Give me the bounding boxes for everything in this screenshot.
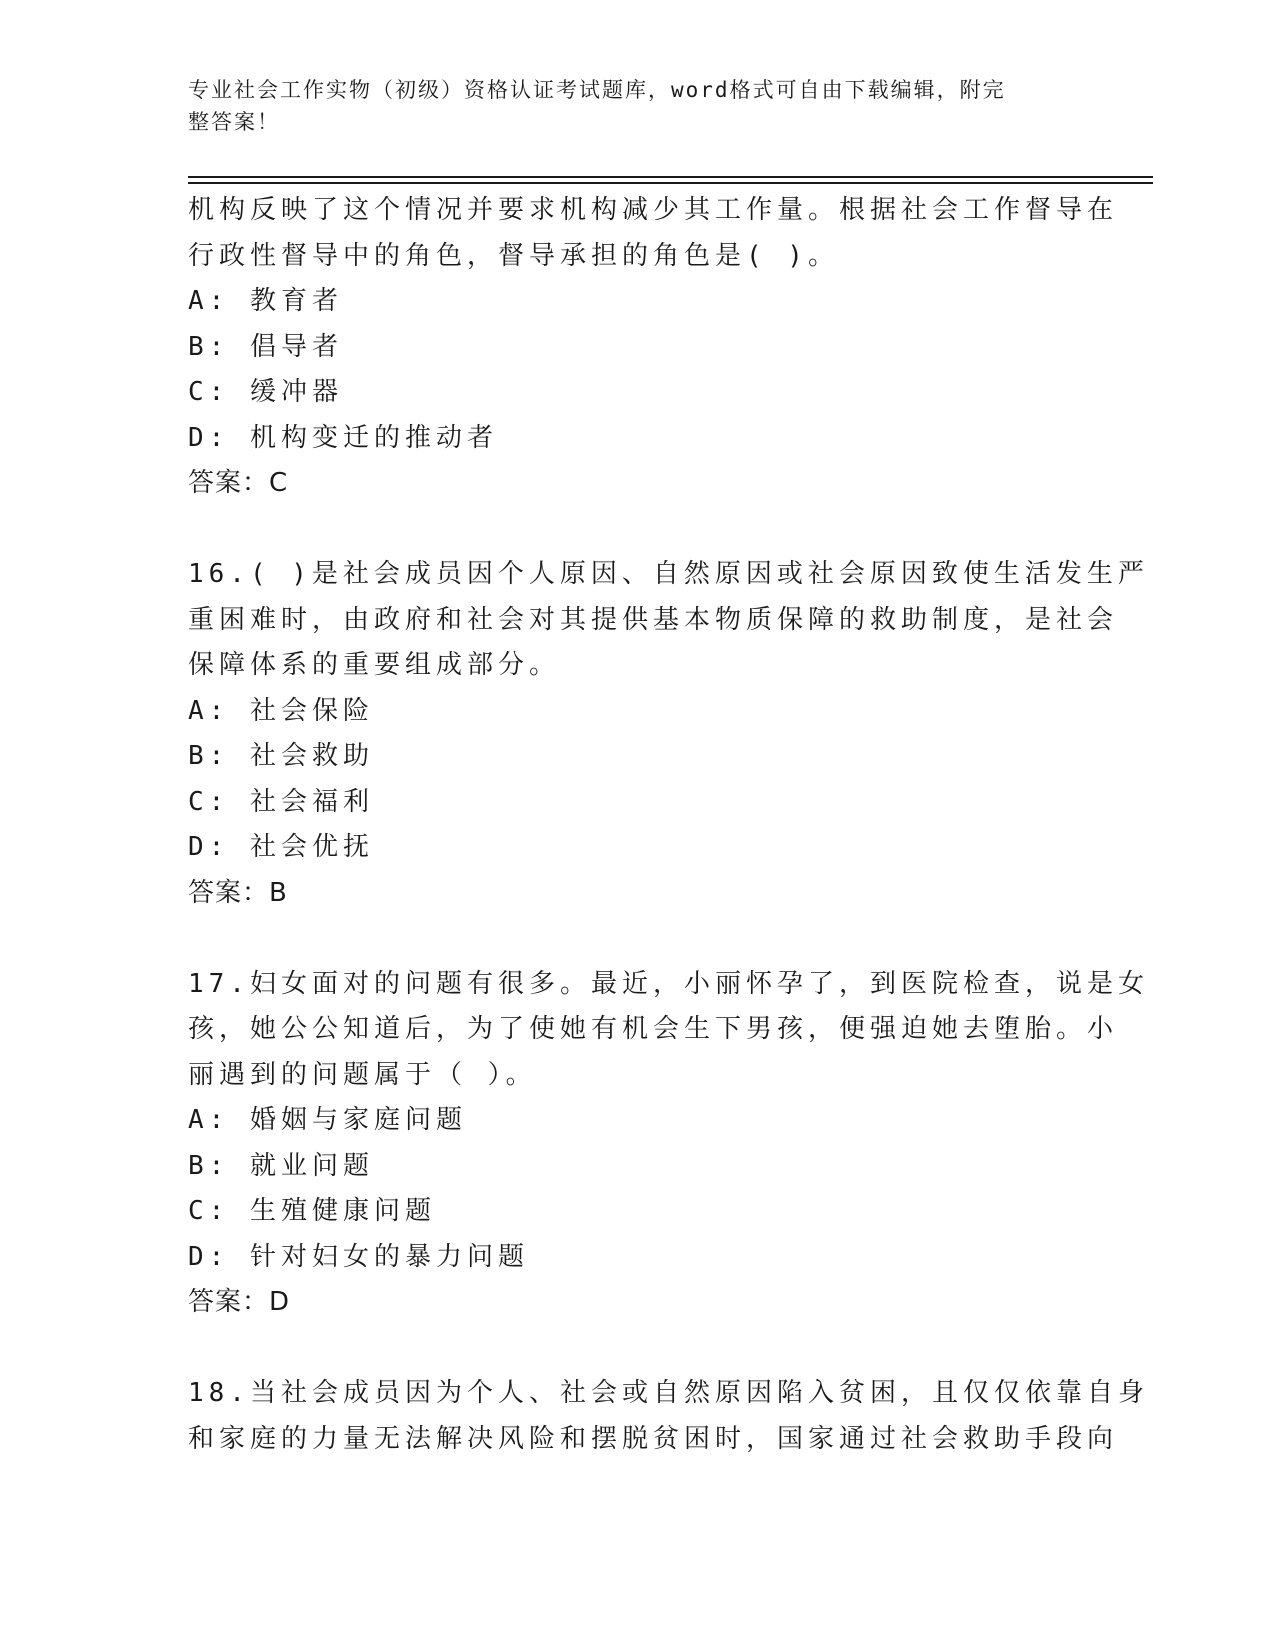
option-b: B: 就业问题 (188, 1150, 374, 1181)
option-a: A: 婚姻与家庭问题 (188, 1105, 467, 1135)
question-text: 行政性督导中的角色，督导承担的角色是( )。 (188, 240, 839, 271)
document-header (188, 74, 1068, 138)
question-block (188, 1371, 1149, 1462)
question-block (188, 188, 1119, 507)
option-d: D: 针对妇女的暴力问题 (188, 1241, 529, 1272)
answer-text: 答案：B (188, 877, 288, 908)
question-text: 16.( )是社会成员因个人原因、自然原因或社会原因致使生活发生严 (188, 559, 1149, 589)
answer-text: 答案：D (188, 1287, 291, 1317)
question-text: 保障体系的重要组成部分。 (188, 650, 561, 680)
answer-text: 答案：C (188, 468, 289, 498)
option-a: A: 社会保险 (188, 695, 374, 726)
question-block (188, 552, 1149, 916)
question-list (188, 188, 1149, 1462)
block-spacer (188, 507, 1088, 553)
question-text: 丽遇到的问题属于（ ）。 (188, 1059, 537, 1090)
option-d: D: 社会优抚 (188, 832, 374, 862)
header-line-2: 整答案！ (188, 110, 280, 134)
option-c: C: 生殖健康问题 (188, 1196, 436, 1226)
block-spacer (188, 916, 1088, 962)
option-d: D: 机构变迁的推动者 (188, 422, 498, 453)
question-text: 重困难时，由政府和社会对其提供基本物质保障的救助制度，是社会 (188, 604, 1119, 635)
option-b: B: 倡导者 (188, 331, 343, 362)
question-text: 机构反映了这个情况并要求机构减少其工作量。根据社会工作督导在 (188, 195, 1119, 225)
block-spacer (188, 1326, 1088, 1372)
option-b: B: 社会救助 (188, 741, 374, 771)
question-text: 和家庭的力量无法解决风险和摆脱贫困时，国家通过社会救助手段向 (188, 1423, 1119, 1454)
option-c: C: 缓冲器 (188, 377, 343, 407)
header-rule-bottom (188, 182, 1153, 184)
question-block (188, 962, 1149, 1326)
question-text: 18.当社会成员因为个人、社会或自然原因陷入贫困，且仅仅依靠自身 (188, 1378, 1149, 1408)
header-line-1: 专业社会工作实物（初级）资格认证考试题库，word格式可自由下载编辑，附完 (188, 78, 1006, 102)
option-a: A: 教育者 (188, 286, 343, 316)
header-rule-top (188, 176, 1153, 178)
option-c: C: 社会福利 (188, 786, 374, 817)
question-text: 17.妇女面对的问题有很多。最近，小丽怀孕了，到医院检查，说是女 (188, 968, 1149, 999)
question-text: 孩，她公公知道后，为了使她有机会生下男孩，便强迫她去堕胎。小 (188, 1014, 1119, 1044)
